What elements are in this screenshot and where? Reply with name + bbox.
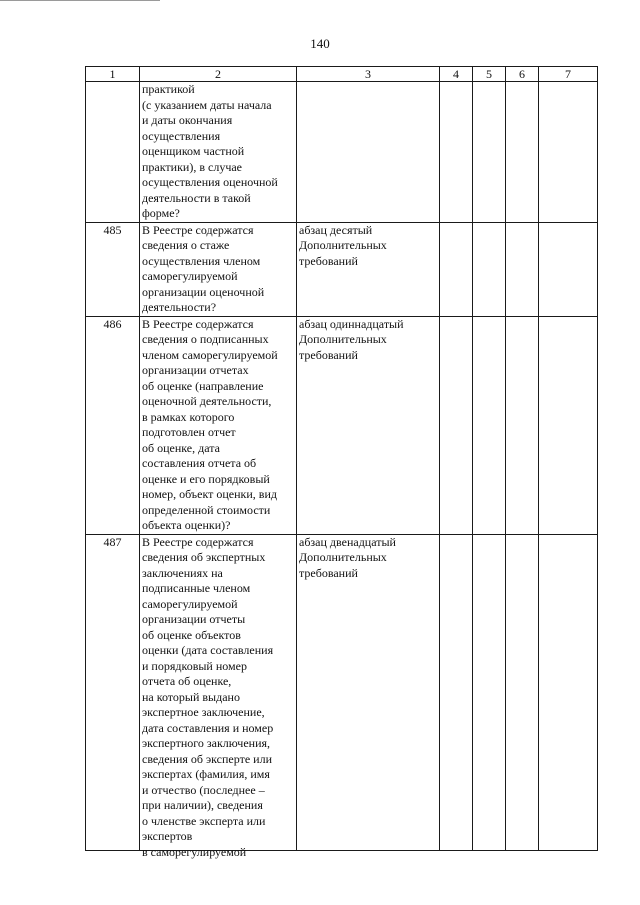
reference-cell bbox=[297, 316, 440, 534]
reference-text: абзац двенадцатый Дополнительных требований bbox=[299, 534, 396, 580]
table-row bbox=[86, 316, 598, 534]
scan-edge-mark bbox=[0, 0, 160, 1]
empty-cell bbox=[440, 316, 473, 534]
question-cell bbox=[140, 222, 297, 316]
reference-cell bbox=[297, 534, 440, 850]
empty-cell bbox=[440, 534, 473, 850]
row-number: 487 bbox=[86, 534, 140, 850]
empty-cell bbox=[506, 82, 539, 223]
empty-cell bbox=[539, 82, 598, 223]
column-number-row bbox=[86, 67, 598, 82]
row-number: 486 bbox=[86, 316, 140, 534]
requirements-table bbox=[85, 66, 598, 859]
reference-text: абзац одиннадцатый Дополнительных требований bbox=[299, 316, 404, 362]
reference-text: абзац десятый Дополнительных требований bbox=[299, 222, 387, 268]
empty-cell bbox=[506, 316, 539, 534]
question-text: В Реестре содержатся сведения об экспертных заключениях на подписанные членом саморегулируемой организации отчеты об оценке объектов оценки (дата составления и порядковый номер отчета об оценке, на который выдано экспертное заключение, дата составления и номер экспертного заключения, сведения об эксперте или экспертах (фамилия, имя и отчество (последнее – при наличии), сведения о членстве эксперта или экспертов в саморегулируемой bbox=[142, 534, 274, 859]
column-header-2: 2 bbox=[140, 67, 297, 82]
column-header-4: 4 bbox=[440, 67, 473, 82]
column-header-6: 6 bbox=[506, 67, 539, 82]
empty-cell bbox=[473, 534, 506, 850]
question-text: В Реестре содержатся сведения о стаже осуществления членом саморегулируемой организации оценочной деятельности? bbox=[142, 222, 265, 314]
row-number bbox=[86, 82, 140, 223]
empty-cell bbox=[539, 316, 598, 534]
reference-cell bbox=[297, 82, 440, 223]
empty-cell bbox=[506, 534, 539, 850]
page-number: 140 bbox=[310, 36, 330, 51]
question-cell bbox=[140, 534, 297, 859]
empty-cell bbox=[473, 82, 506, 223]
column-header-7: 7 bbox=[539, 67, 598, 82]
table-row bbox=[86, 222, 598, 316]
empty-cell bbox=[473, 222, 506, 316]
table-row bbox=[86, 82, 598, 223]
question-text: В Реестре содержатся сведения о подписанных членом саморегулируемой организации отчетах об оценке (направление оценочной деятельности, в рамках которого подготовлен отчет об оценке, дата составления отчета об оценке и его порядковый номер, объект оценки, вид определенной стоимости объекта оценки)? bbox=[142, 316, 278, 532]
empty-cell bbox=[473, 316, 506, 534]
question-text: практикой (с указанием даты начала и даты окончания осуществления оценщиком частной практики), в случае осуществления оценочной деятельности в такой форме? bbox=[142, 82, 278, 220]
question-cell bbox=[140, 316, 297, 534]
empty-cell bbox=[440, 222, 473, 316]
empty-cell bbox=[539, 222, 598, 316]
empty-cell bbox=[506, 222, 539, 316]
empty-cell bbox=[539, 534, 598, 850]
column-header-1: 1 bbox=[86, 67, 140, 82]
question-cell bbox=[140, 82, 297, 223]
table-row bbox=[86, 534, 598, 850]
empty-cell bbox=[440, 82, 473, 223]
column-header-3: 3 bbox=[297, 67, 440, 82]
row-number: 485 bbox=[86, 222, 140, 316]
reference-cell bbox=[297, 222, 440, 316]
column-header-5: 5 bbox=[473, 67, 506, 82]
